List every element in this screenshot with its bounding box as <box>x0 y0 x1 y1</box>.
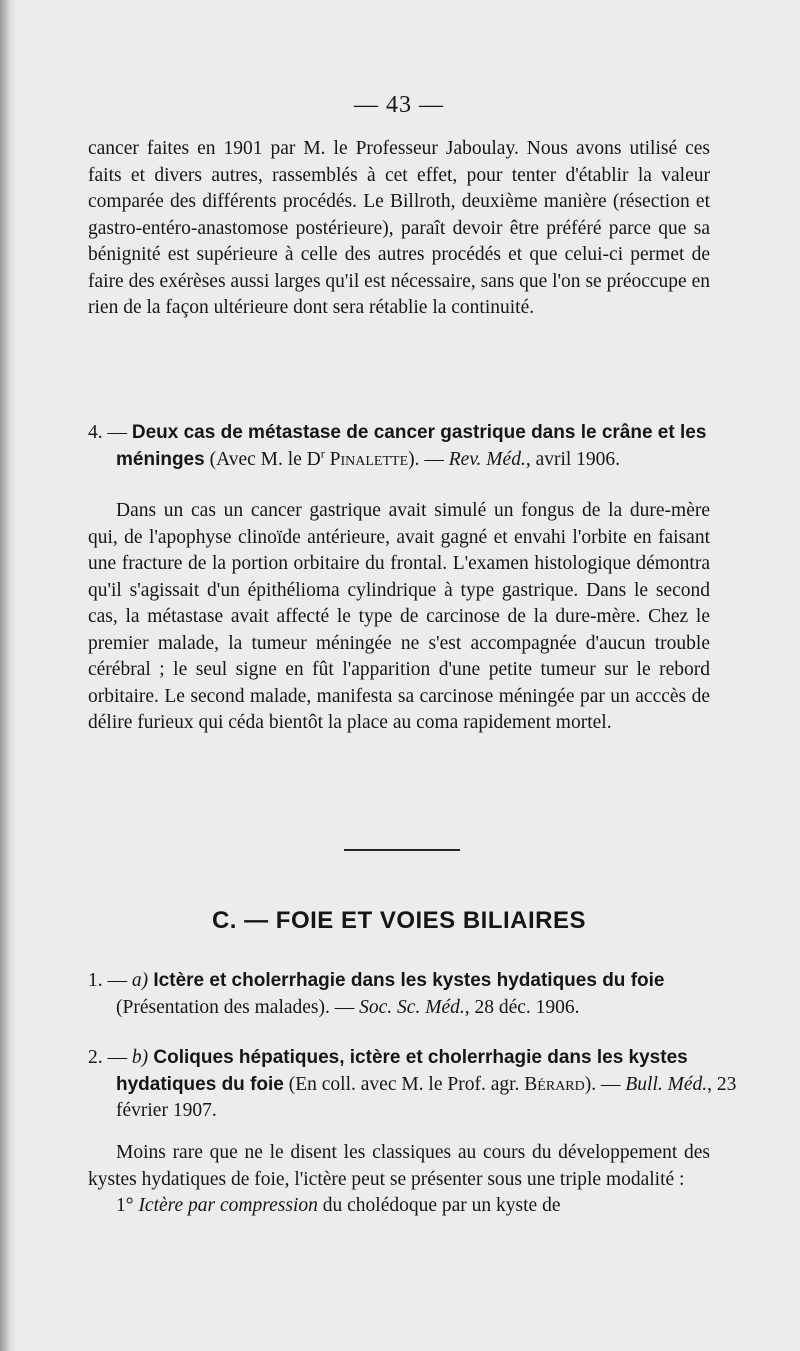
entry-4-paragraph: Dans un cas un cancer gastrique avait simulé un fongus de la dure-mère qui, de l'apophyse clinoïde antérieure, avait gagné et envahi l'orbite en faisant une fracture de la portion orbitaire du frontal. L'examen histologique démontra qu'il s'agissait d'un épithélioma cylindrique à type gastrique. Dans le second cas, la métastase avait affecté le type de carcinose de la dure-mère. Chez le premier malade, la tumeur méningée ne s'est accompagnée d'aucun trouble cérébral ; le seul signe en fût l'apparition d'une petite tumeur sur le rebord orbitaire. Le second malade, manifesta sa carcinose méningée par un acccès de délire furieux qui céda bientôt la place au coma rapidement mortel. <box>88 500 710 733</box>
entry-coauthor-sup: r <box>320 446 325 460</box>
entry-number: 2. — <box>88 1047 132 1068</box>
entry-title: Deux cas de métastase de cancer gastrique dans le crâne et les méninges <box>116 422 707 470</box>
entry-detail: (En coll. avec M. le Prof. agr. <box>283 1073 525 1095</box>
entry-journal: Rev. Méd. <box>448 448 526 470</box>
entry-journal: Soc. Sc. Méd. <box>359 996 465 1018</box>
final-line-number: 1° <box>116 1195 134 1216</box>
final-line <box>88 1193 710 1220</box>
entry-date: , 28 déc. 1906. <box>464 996 580 1018</box>
bibliography-entry-4 <box>88 420 738 473</box>
entry-journal: Bull. Méd. <box>625 1073 708 1095</box>
entry-date: , 23 février 1907. <box>116 1073 737 1121</box>
entry-coauthor-prefix: (Avec M. le D <box>204 448 321 470</box>
entry-date: , avril 1906. <box>525 448 621 470</box>
section-divider <box>344 849 460 851</box>
bibliography-entry-2 <box>88 1045 738 1125</box>
bibliography-entry-1 <box>88 968 738 1021</box>
entry-letter: b) <box>131 1047 149 1068</box>
entry-number: 1. — <box>88 970 132 991</box>
entry-suffix: ). — <box>584 1073 626 1095</box>
entry-coauthor-name: Pinalette <box>324 448 409 470</box>
entry-title: Ictère et cholerrhagie dans les kystes hydatiques du foie <box>148 970 665 991</box>
final-line-rest: du cholédoque par un kyste de <box>317 1195 561 1216</box>
page-edge-shadow <box>0 0 16 1351</box>
page-number: — 43 — <box>354 92 444 118</box>
final-line-italic: Ictère par compression <box>138 1195 318 1216</box>
intro-paragraph: cancer faites en 1901 par M. le Professeur Jaboulay. Nous avons utilisé ces faits et divers autres, rassemblés à cet effet, pour tenter d'établir la valeur comparée des différents procédés. Le Billroth, deuxième manière (résection et gastro-entéro-anastomose postérieure), paraît devoir être préféré parce que sa bénignité est supérieure à celle des autres procédés et que celui-ci permet de faire des exérèses aussi larges qu'il est nécessaire, sans que l'on se préoccupe en rien de la façon ultérieure dont sera rétablie la continuité. <box>88 138 710 318</box>
entry-title: Coliques hépatiques, ictère et cholerrhagie dans les kystes hydatiques du foie <box>116 1047 688 1095</box>
section-heading: C. — FOIE ET VOIES BILIAIRES <box>211 907 587 934</box>
entry-coauthor-suffix: ). — <box>408 448 449 470</box>
entry-letter: a) <box>131 970 149 991</box>
final-paragraph: Moins rare que ne le disent les classiques au cours du développement des kystes hydatiques de foie, l'ictère peut se présenter sous une triple modalité : <box>88 1142 710 1190</box>
entry-detail: (Présentation des malades). — <box>116 996 360 1018</box>
final-section <box>88 1140 710 1220</box>
entry-number: 4. — <box>88 422 132 443</box>
entry-coauthor-name: Bérard <box>524 1073 585 1095</box>
